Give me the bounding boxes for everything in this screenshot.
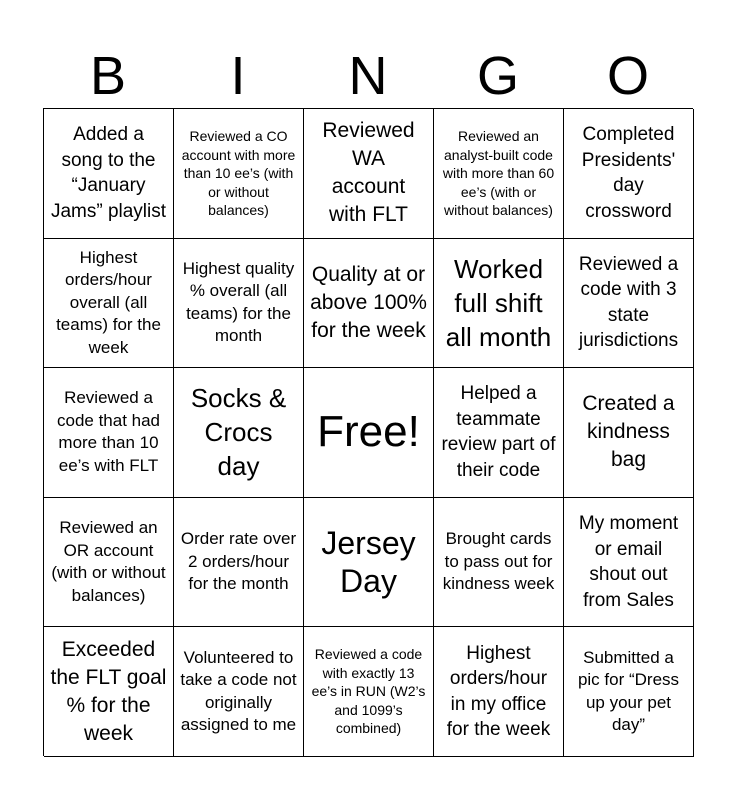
bingo-cell-text: Volunteered to take a code not originally assigned to me — [180, 647, 297, 735]
bingo-cell-text: Added a song to the “January Jams” playlist — [50, 124, 167, 222]
bingo-cell-text: Worked full shift all month — [445, 253, 552, 352]
bingo-cell-r2c2[interactable] — [174, 239, 304, 369]
header-letter-i: I — [230, 46, 246, 106]
bingo-cell-r5c5[interactable] — [564, 627, 694, 757]
bingo-cell-text: Quality at or above 100% for the week — [310, 262, 427, 342]
bingo-cell-r2c3[interactable] — [304, 239, 434, 369]
bingo-cell-r2c5[interactable] — [564, 239, 694, 369]
bingo-cell-text: Submitted a pic for “Dress up your pet day” — [577, 647, 680, 735]
bingo-cell-r4c3[interactable] — [304, 498, 434, 628]
bingo-cell-text: Reviewed a code with exactly 13 ee’s in RUN (W2’s and 1099’s combined) — [311, 646, 426, 737]
bingo-cell-text: Highest orders/hour overall (all teams) for the week — [56, 247, 161, 357]
bingo-cell-r4c4[interactable] — [434, 498, 564, 628]
bingo-cell-text: Brought cards to pass out for kindness week — [442, 529, 555, 594]
bingo-cell-r1c2[interactable] — [174, 109, 304, 239]
bingo-cell-text: Completed Presidents' day crossword — [581, 124, 676, 222]
bingo-cell-text: Free! — [317, 407, 420, 457]
bingo-cell-r3c2[interactable] — [174, 368, 304, 498]
bingo-cell-text: Reviewed an analyst-built code with more than 60 ee’s (with or without balances) — [442, 128, 555, 219]
bingo-cell-text: Reviewed an OR account (with or without balances) — [51, 518, 166, 605]
bingo-cell-r1c3[interactable] — [304, 109, 434, 239]
bingo-cell-r2c1[interactable] — [44, 239, 174, 369]
bingo-cell-r5c1[interactable] — [44, 627, 174, 757]
bingo-header — [43, 44, 693, 108]
bingo-cell-r1c4[interactable] — [434, 109, 564, 239]
bingo-cell-r4c5[interactable] — [564, 498, 694, 628]
bingo-cell-r5c4[interactable] — [434, 627, 564, 757]
bingo-cell-text: Helped a teammate review part of their code — [441, 383, 556, 481]
bingo-cell-text: Exceeded the FLT goal % for the week — [50, 637, 167, 745]
bingo-cell-r1c5[interactable] — [564, 109, 694, 239]
bingo-cell-text: Reviewed WA account with FLT — [322, 119, 415, 227]
bingo-cell-text: Highest orders/hour in my office for the week — [446, 642, 551, 741]
header-letter-g: G — [476, 46, 519, 106]
header-letter-b: B — [89, 46, 127, 106]
bingo-cell-text: Reviewed a code with 3 state jurisdictions — [578, 253, 679, 352]
bingo-cell-r3c5[interactable] — [564, 368, 694, 498]
bingo-cell-r2c4[interactable] — [434, 239, 564, 369]
bingo-cell-text: Created a kindness bag — [582, 392, 675, 472]
bingo-cell-text: Reviewed a code that had more than 10 ee’s with FLT — [56, 388, 161, 475]
bingo-cell-text: My moment or email shout out from Sales — [578, 513, 679, 611]
bingo-cell-r3c1[interactable] — [44, 368, 174, 498]
bingo-cell-r5c2[interactable] — [174, 627, 304, 757]
bingo-cell-text: Socks & Crocs day — [190, 383, 287, 482]
bingo-cell-text: Reviewed a CO account with more than 10 ee’s (with or without balances) — [181, 128, 296, 219]
bingo-cell-text: Jersey Day — [321, 525, 416, 600]
bingo-cell-text: Order rate over 2 orders/hour for the month — [180, 529, 297, 594]
bingo-cell-text: Highest quality % overall (all teams) for the month — [182, 258, 295, 346]
bingo-cell-r1c1[interactable] — [44, 109, 174, 239]
bingo-cell-r4c1[interactable] — [44, 498, 174, 628]
bingo-cell-r4c2[interactable] — [174, 498, 304, 628]
header-letter-o: O — [606, 46, 649, 106]
bingo-cell-r5c3[interactable] — [304, 627, 434, 757]
header-letter-n: N — [348, 46, 388, 106]
bingo-card-grid — [43, 108, 693, 756]
bingo-cell-free-space[interactable] — [304, 368, 434, 498]
bingo-cell-r3c4[interactable] — [434, 368, 564, 498]
